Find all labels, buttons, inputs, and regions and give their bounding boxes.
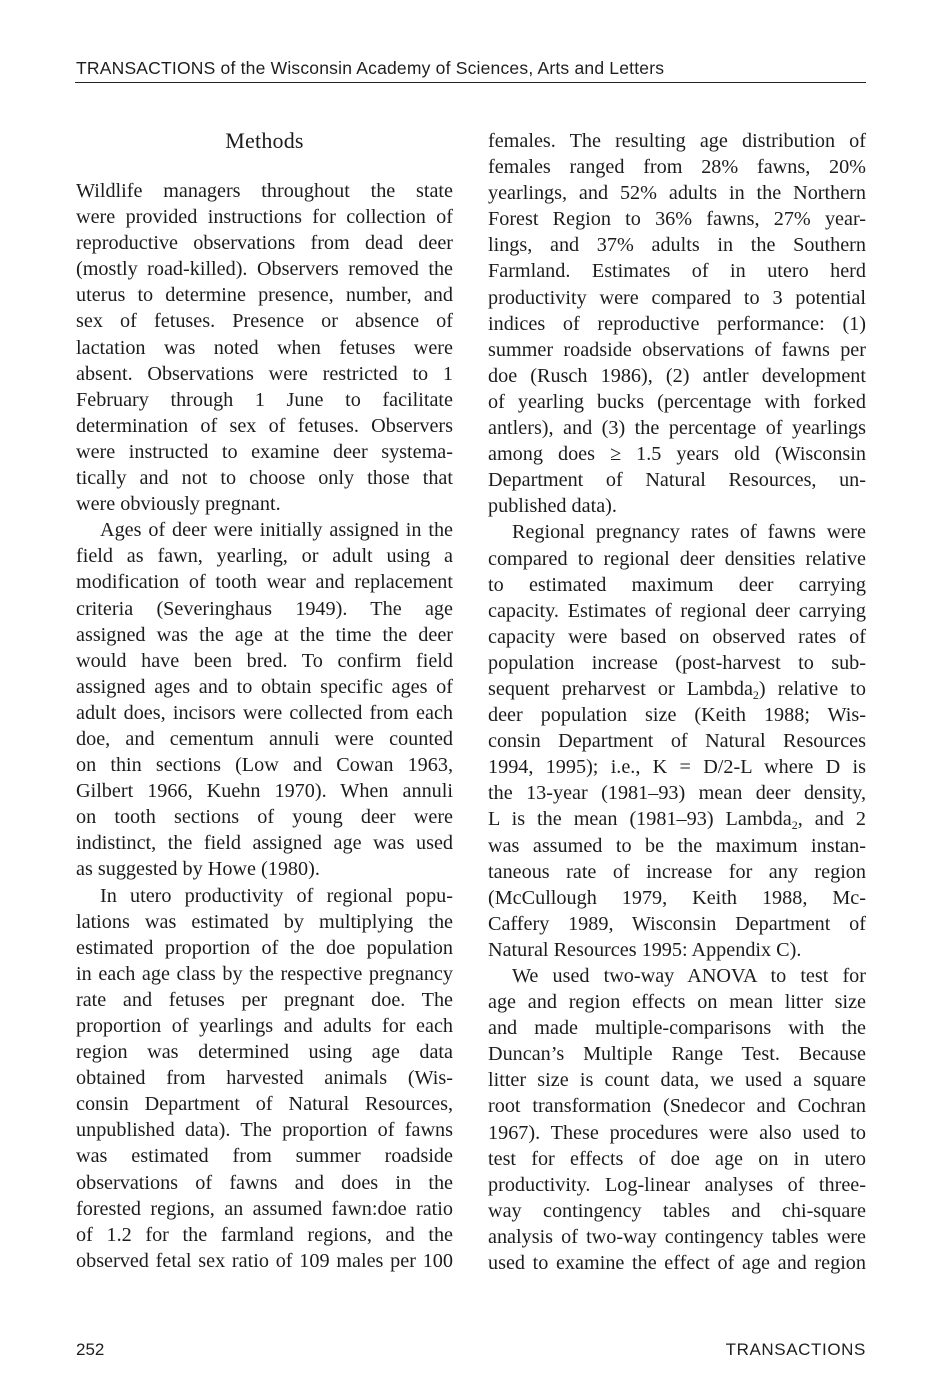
text-line: yearlings, and 52% adults in the Northern (488, 182, 866, 205)
text-line: antlers), and (3) the percentage of yearlings (488, 417, 866, 440)
page-number: 252 (76, 1340, 105, 1359)
text-line: We used two-way ANOVA to test for (512, 965, 866, 987)
text-line: 1967). These procedures were also used to (488, 1121, 866, 1144)
text-line: and made multiple-comparisons with the (488, 1017, 866, 1040)
text-line: Gilbert 1966, Kuehn 1970). When annuli (76, 780, 453, 803)
text-line: absent. Observations were restricted to 1 (76, 362, 453, 385)
text-line: adult does, incisors were collected from each (76, 701, 453, 724)
text-line: published data). (488, 495, 617, 518)
text-line: was assumed to be the maximum instan- (488, 834, 866, 857)
text-line: capacity. Estimates of regional deer carrying (488, 599, 866, 622)
text-line: on tooth sections of young deer were (76, 806, 453, 829)
text-line: (McCullough 1979, Keith 1988, Mc- (488, 886, 866, 909)
text-line: field as fawn, yearling, or adult using a (76, 545, 453, 568)
text-line: obtained from harvested animals (Wis- (76, 1067, 453, 1090)
text-line: Duncan’s Multiple Range Test. Because (488, 1043, 866, 1066)
text-line: to estimated maximum deer carrying (488, 573, 866, 596)
text-line: estimated proportion of the doe population (76, 936, 453, 959)
header-rule (75, 82, 866, 83)
text-line: observations of fawns and does in the (76, 1171, 453, 1194)
footer-journal-name: TRANSACTIONS (725, 1340, 866, 1359)
text-line: capacity were based on observed rates of (488, 625, 866, 648)
text-line: productivity. Log-linear analyses of three- (488, 1173, 866, 1196)
text-line: region was determined using age data (76, 1041, 453, 1064)
text-line: indices of reproductive performance: (1) (488, 312, 866, 335)
text-line: on thin sections (Low and Cowan 1963, (76, 754, 453, 777)
text-line: observed fetal sex ratio of 109 males per 100 (76, 1249, 453, 1272)
text-line: summer roadside observations of fawns per (488, 338, 866, 361)
text-line: assigned ages and to obtain specific ages of (76, 675, 453, 698)
text-line: females. The resulting age distribution of (488, 130, 866, 152)
text-line: age and region effects on mean litter size (488, 991, 866, 1014)
text-line: uterus to determine presence, number, and (76, 284, 453, 307)
text-line: modification of tooth wear and replacement (76, 571, 453, 594)
text-line: taneous rate of increase for any region (488, 860, 866, 883)
text-line: were obviously pregnant. (76, 493, 281, 516)
text-line: would have been bred. To confirm field (76, 649, 453, 672)
text-line: of 1.2 for the farmland regions, and the (76, 1223, 453, 1246)
text-line: February through 1 June to facilitate (76, 388, 453, 411)
text-line: analysis of two-way contingency tables were (488, 1225, 866, 1248)
text-line: lations was estimated by multiplying the (76, 910, 453, 933)
text-line: Department of Natural Resources, un- (488, 469, 866, 492)
subscript-2: 2 (791, 818, 798, 833)
text-line: doe, and cementum annuli were counted (76, 727, 453, 750)
text-line: was estimated from summer roadside (76, 1145, 453, 1168)
text-line-with-subscript: L is the mean (1981–93) Lambda$_2$, and 2 (488, 808, 867, 833)
text-line: test for effects of doe age on in utero (488, 1147, 866, 1170)
text-line: of yearling bucks (percentage with forked (488, 390, 866, 413)
text-line: way contingency tables and chi-square (488, 1199, 866, 1222)
section-heading-methods: Methods (225, 128, 304, 153)
text-line: in each age class by the respective pregnancy (76, 962, 453, 985)
text-line: productivity were compared to 3 potential (488, 286, 866, 309)
text-line: (mostly road-killed). Observers removed the (76, 258, 453, 281)
text-line: among does ≥ 1.5 years old (Wisconsin (488, 443, 866, 466)
text-line: reproductive observations from dead deer (76, 232, 453, 255)
text-line: proportion of yearlings and adults for each (76, 1015, 453, 1037)
text-line: unpublished data). The proportion of fawns (76, 1119, 453, 1142)
text-line: root transformation (Snedecor and Cochran (488, 1095, 866, 1118)
text-line: criteria (Severinghaus 1949). The age (76, 597, 453, 620)
text-line: indistinct, the field assigned age was used (76, 832, 453, 855)
text-line: compared to regional deer densities relative (488, 547, 866, 570)
text-line: Caffery 1989, Wisconsin Department of (488, 912, 866, 935)
text-line: were instructed to examine deer systema- (76, 440, 453, 463)
left-column (76, 126, 453, 1274)
text-line: doe (Rusch 1986), (2) antler development (488, 364, 866, 387)
text-line: deer population size (Keith 1988; Wis- (488, 704, 866, 727)
text-line: lactation was noted when fetuses were (76, 336, 453, 359)
text-line: used to examine the effect of age and region (488, 1252, 866, 1275)
text-line: 1994, 1995); i.e., K = D/2-L where D is (488, 756, 866, 779)
text-line: Ages of deer were initially assigned in the (100, 519, 453, 542)
text-line: Regional pregnancy rates of fawns were (512, 521, 866, 544)
text-line: tically and not to choose only those that (76, 467, 453, 490)
text-line: consin Department of Natural Resources, (76, 1093, 453, 1116)
text-line: consin Department of Natural Resources (488, 730, 866, 753)
text-line: rate and fetuses per pregnant doe. The (76, 988, 453, 1011)
text-line: assigned was the age at the time the deer (76, 623, 453, 646)
text-line: Natural Resources 1995: Appendix C). (488, 938, 802, 961)
text-line: Wildlife managers throughout the state (76, 180, 453, 202)
text-line: determination of sex of fetuses. Observers (76, 414, 453, 437)
right-column (488, 128, 866, 1276)
text-line: population increase (post-harvest to sub- (488, 651, 866, 674)
text-line: Farmland. Estimates of in utero herd (488, 260, 866, 283)
text-line-with-subscript: sequent preharvest or Lambda$_2$) relative to (488, 677, 866, 702)
text-line: Forest Region to 36% fawns, 27% year- (488, 208, 866, 231)
text-line: forested regions, an assumed fawn:doe ratio (76, 1197, 453, 1220)
text-line: litter size is count data, we used a square (488, 1069, 866, 1092)
subscript-2: 2 (752, 687, 759, 702)
running-head-title: TRANSACTIONS of the Wisconsin Academy of Sciences, Arts and Letters (76, 58, 665, 78)
text-line: as suggested by Howe (1980). (76, 858, 320, 881)
text-line: In utero productivity of regional popu- (100, 884, 453, 907)
text-line: the 13-year (1981–93) mean deer density, (488, 782, 866, 805)
text-line: females ranged from 28% fawns, 20% (488, 156, 866, 179)
text-line: sex of fetuses. Presence or absence of (76, 310, 453, 333)
text-line: were provided instructions for collection of (76, 206, 453, 229)
text-line: lings, and 37% adults in the Southern (488, 234, 866, 257)
